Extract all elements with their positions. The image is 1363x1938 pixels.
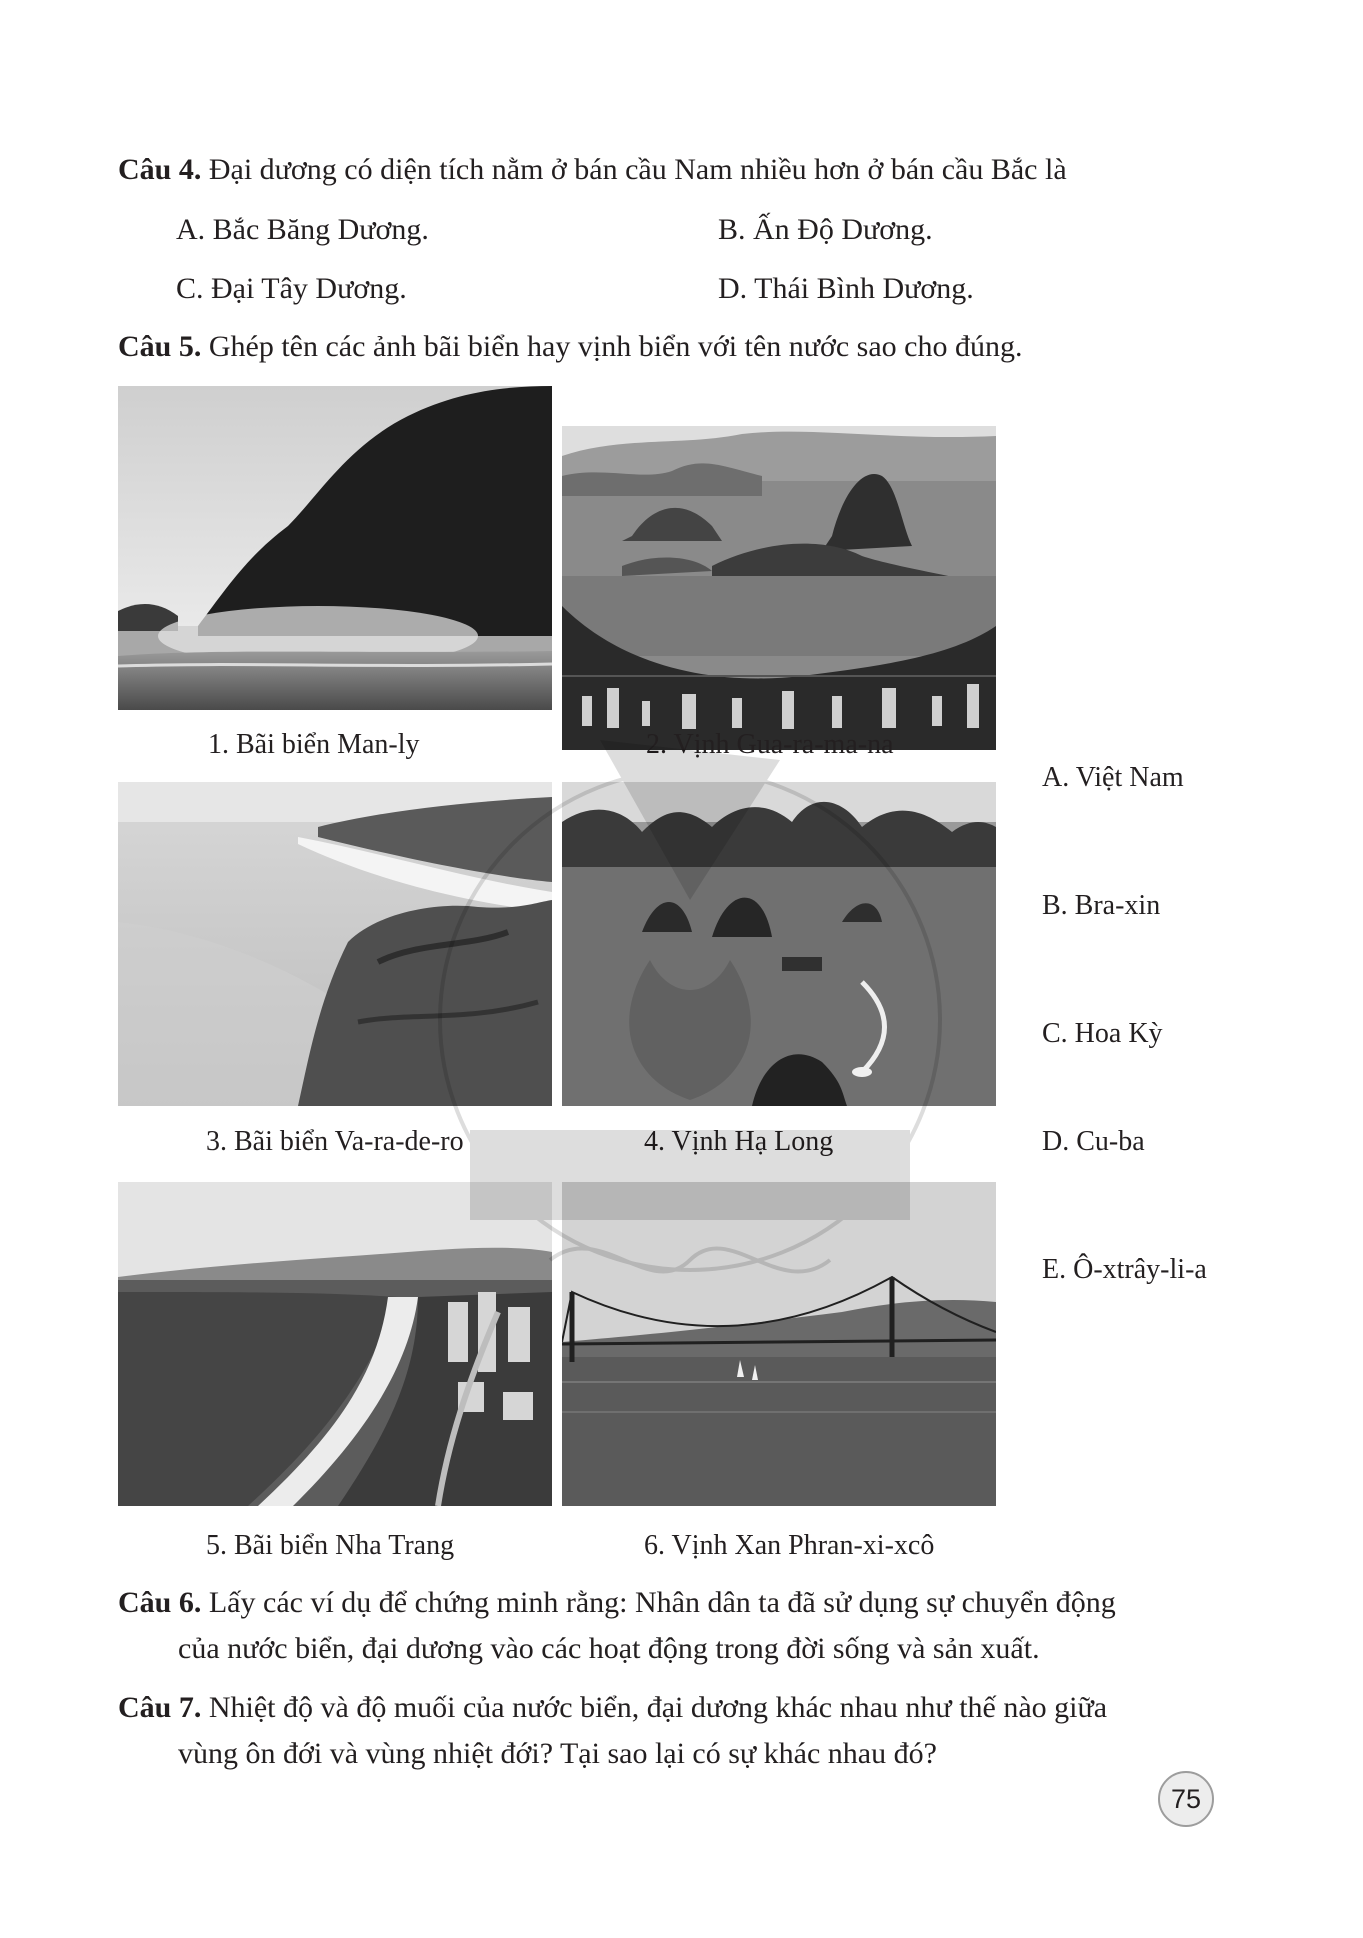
country-option-d: D. Cu-ba: [1042, 1126, 1145, 1157]
photo-ha-long-bay: [562, 782, 996, 1106]
page-number: 75: [1158, 1771, 1214, 1827]
question-4-text: Đại dương có diện tích nằm ở bán cầu Nam nhiều hơn ở bán cầu Bắc là: [201, 153, 1067, 186]
question-4-label: Câu 4.: [118, 153, 202, 186]
question-4: [118, 147, 1258, 193]
question-4-option-c: C. Đại Tây Dương.: [176, 272, 407, 305]
question-6: [118, 1580, 1258, 1672]
question-7-text-line-1: Nhiệt độ và độ muối của nước biển, đại dương khác nhau như thế nào giữa: [201, 1691, 1108, 1724]
question-7-text-line-2: vùng ôn đới và vùng nhiệt đới? Tại sao lại có sự khác nhau đó?: [178, 1737, 937, 1770]
photo-guanabara-bay: [562, 426, 996, 750]
country-option-c: C. Hoa Kỳ: [1042, 1018, 1163, 1049]
question-6-text-line-1: Lấy các ví dụ để chứng minh rằng: Nhân dân ta đã sử dụng sự chuyển động: [201, 1586, 1116, 1619]
photo-caption-2: 2. Vịnh Gua-ra-ma-na: [646, 729, 894, 760]
photo-nha-trang-beach: [118, 1182, 552, 1506]
question-5-text: Ghép tên các ảnh bãi biển hay vịnh biển với tên nước sao cho đúng.: [201, 330, 1023, 363]
photo-varadero-beach: [118, 782, 552, 1106]
photo-caption-3: 3. Bãi biển Va-ra-de-ro: [206, 1126, 464, 1157]
photo-manly-beach: [118, 386, 552, 710]
photo-caption-1: 1. Bãi biển Man-ly: [208, 729, 420, 760]
country-option-b: B. Bra-xin: [1042, 890, 1161, 921]
question-7: [118, 1685, 1258, 1777]
question-7-label: Câu 7.: [118, 1691, 202, 1724]
photo-san-francisco-bay: [562, 1182, 996, 1506]
country-option-a: A. Việt Nam: [1042, 762, 1184, 793]
question-4-option-a: A. Bắc Băng Dương.: [176, 213, 429, 246]
question-6-text-line-2: của nước biển, đại dương vào các hoạt động trong đời sống và sản xuất.: [178, 1632, 1040, 1665]
question-4-option-d: D. Thái Bình Dương.: [718, 272, 974, 305]
photo-caption-6: 6. Vịnh Xan Phran-xi-xcô: [644, 1530, 935, 1561]
photo-caption-4: 4. Vịnh Hạ Long: [644, 1126, 834, 1157]
question-6-label: Câu 6.: [118, 1586, 202, 1619]
question-5-label: Câu 5.: [118, 330, 202, 363]
question-4-option-b: B. Ấn Độ Dương.: [718, 213, 933, 246]
photo-caption-5: 5. Bãi biển Nha Trang: [206, 1530, 455, 1561]
question-5: [118, 324, 1258, 370]
country-option-e: E. Ô-xtrây-li-a: [1042, 1254, 1207, 1285]
